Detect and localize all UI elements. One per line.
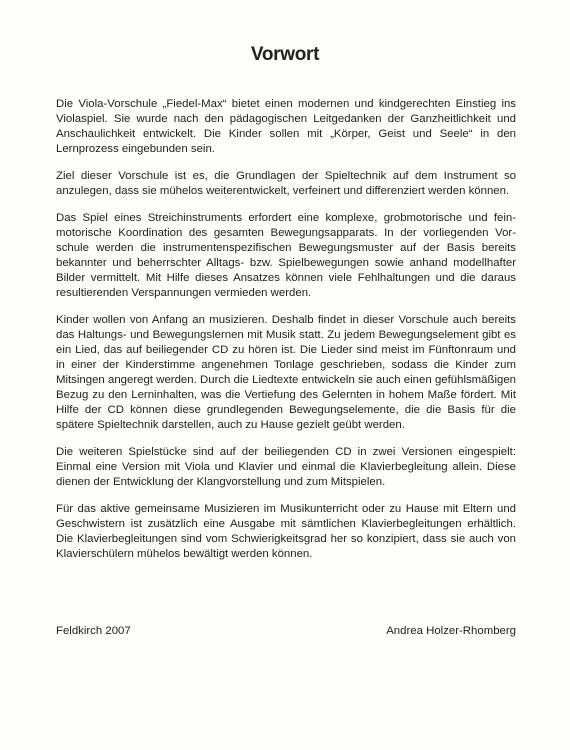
- paragraph-1: Die Viola-Vorschule „Fiedel-Max“ bietet einen modernen und kindgerechten Einstieg ins Violaspiel. Sie wurde nach den pädagogischen Leitgedanken der Ganzheitlichkeit und Anschaulichkeit entwickelt. Die Kinder sollen mit „Körper, Geist und Seele“ in den Lernprozess eingebunden sein.: [56, 98, 516, 155]
- paragraph-4: Kinder wollen von Anfang an musizieren. Deshalb findet in dieser Vorschule auch bereits das Haltungs- und Bewegungslernen mit Musik statt. Zu jedem Bewegungselement gibt es ein Lied, das auf beiliegender CD zu hören ist. Die Lieder sind meist im Fünftonraum und in einer der Kinderstimme angenehmen Tonlage geschrieben, sodass die Kinder zum Mitsingen angeregt werden. Durch die Liedtexte entwickeln sie auch einen gefühlsmäßigen Bezug zu den Lerninhalten, was die Vertiefung des Gelernten in hohem Maße fördert. Mit Hilfe der CD können diese grundlegenden Bewegungselemente, die die Basis für die spätere Spieltechnik darstellen, auch zu Hause gezielt geübt werden.: [56, 314, 516, 431]
- author-signature: Andrea Holzer-Rhomberg: [386, 625, 516, 637]
- place-date: Feldkirch 2007: [56, 625, 131, 637]
- page-title: Vorwort: [250, 44, 320, 65]
- document-body: [56, 97, 516, 574]
- paragraph-5: Die weiteren Spielstücke sind auf der beiliegenden CD in zwei Versionen eingespielt: Einmal eine Version mit Viola und Klavier und einmal die Klavierbegleitung allein. Diese dienen der Entwicklung der Klangvorstellung und zum Mitspielen.: [56, 446, 516, 488]
- paragraph-3: Das Spiel eines Streichinstruments erfordert eine komplexe, grobmotorische und feinmotorische Koordination des gesamten Bewegungsapparats. In der vorliegenden Vorschule werden die instrumentenspezifischen Bewegungsmuster auf der Basis bereits bekannter und beherrschter Alltags- bzw. Spielbewegungen sowie anhand modellhafter Bilder vermittelt. Mit Hilfe dieses Ansatzes können viele Fehlhaltungen und die daraus resultierenden Verspannungen vermieden werden.: [56, 212, 516, 299]
- paragraph-2: Ziel dieser Vorschule ist es, die Grundlagen der Spieltechnik auf dem Instrument so anzulegen, dass sie mühelos weiterentwickelt, verfeinert und differenziert werden können.: [56, 170, 516, 197]
- paragraph-6: Für das aktive gemeinsame Musizieren im Musikunterricht oder zu Hause mit Eltern und Geschwistern ist zusätzlich eine Ausgabe mit sämtlichen Klavierbegleitungen erhältlich. Die Klavierbegleitungen sind vom Schwierigkeitsgrad her so konzipiert, dass sie auch von Klavierschülern mühelos bewältigt werden können.: [56, 503, 516, 560]
